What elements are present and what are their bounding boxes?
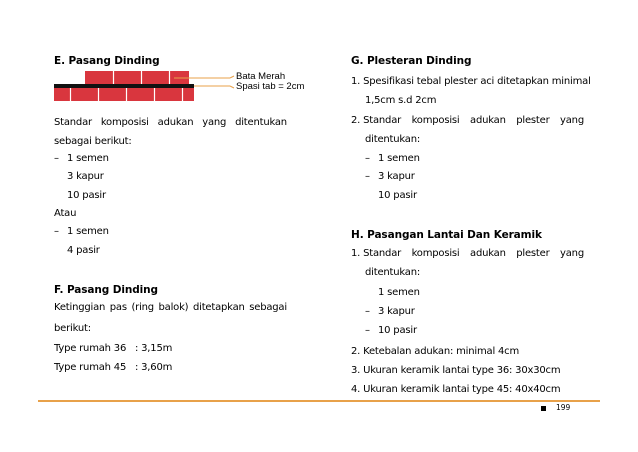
word: yang xyxy=(560,115,584,126)
type-36-label: Type rumah 36 xyxy=(54,343,127,354)
type-45-label: Type rumah 45 xyxy=(54,362,127,373)
mix1-item: 1 semen xyxy=(67,153,109,164)
word: ditetapkan xyxy=(192,302,245,313)
brick xyxy=(182,88,194,101)
h-mix-item: 3 kapur xyxy=(378,306,415,317)
label-spasi-tab: Spasi tab = 2cm xyxy=(236,81,305,92)
word: adukan xyxy=(157,117,194,128)
h-item-2: 2. Ketebalan adukan: minimal 4cm xyxy=(351,346,520,357)
word: (ring xyxy=(131,302,154,313)
footer-rule xyxy=(38,400,600,402)
g-item-2 xyxy=(351,115,584,126)
g-mix-item: 3 kapur xyxy=(378,171,415,182)
brick xyxy=(54,88,71,101)
dash-bullet: – xyxy=(54,226,59,237)
word: Standar xyxy=(54,117,92,128)
mix2-item: 1 semen xyxy=(67,226,109,237)
dash-bullet: – xyxy=(365,306,370,317)
h-item-1-cont: ditentukan: xyxy=(365,267,421,278)
type-45-value: : 3,60m xyxy=(135,362,173,373)
word: balok) xyxy=(158,302,189,313)
label-bata-merah: Bata Merah xyxy=(236,71,286,82)
h-mix-item: 1 semen xyxy=(378,287,420,298)
brick xyxy=(154,88,183,101)
section-f-heading: F. Pasang Dinding xyxy=(54,284,158,296)
g-item-1-cont: 1,5cm s.d 2cm xyxy=(365,95,437,106)
word: yang xyxy=(202,117,227,128)
dash-bullet: – xyxy=(365,153,370,164)
word: 1. Standar xyxy=(351,248,402,259)
dash-bullet: – xyxy=(54,153,59,164)
section-f-paragraph xyxy=(54,302,287,313)
section-e-paragraph xyxy=(54,117,287,128)
brick xyxy=(126,88,155,101)
word: komposisi xyxy=(411,248,460,259)
word: adukan xyxy=(470,115,506,126)
word: sebagai xyxy=(249,302,287,313)
word: ditentukan xyxy=(235,117,287,128)
word: komposisi xyxy=(100,117,149,128)
word: pas xyxy=(109,302,127,313)
g-item-2-cont: ditentukan: xyxy=(365,134,421,145)
brick xyxy=(85,71,114,84)
page-number: 199 xyxy=(556,403,571,412)
brick xyxy=(98,88,127,101)
dash-bullet: – xyxy=(365,325,370,336)
g-mix-item: 1 semen xyxy=(378,153,420,164)
section-h-heading: H. Pasangan Lantai Dan Keramik xyxy=(351,229,542,241)
word: yang xyxy=(560,248,584,259)
type-36-value: : 3,15m xyxy=(135,343,173,354)
word: komposisi xyxy=(411,115,460,126)
mortar-layer xyxy=(54,84,194,88)
page-marker-square xyxy=(541,406,546,411)
dash-bullet: – xyxy=(365,171,370,182)
brick xyxy=(141,71,170,84)
word: adukan xyxy=(470,248,506,259)
mix2-item: 4 pasir xyxy=(67,245,100,256)
section-e-paragraph-cont: sebagai berikut: xyxy=(54,136,132,147)
word: Ketinggian xyxy=(54,302,106,313)
section-f-paragraph-cont: berikut: xyxy=(54,323,91,334)
brick xyxy=(113,71,142,84)
h-item-3: 3. Ukuran keramik lantai type 36: 30x30cm xyxy=(351,365,561,376)
mix1-item: 3 kapur xyxy=(67,171,104,182)
h-item-4: 4. Ukuran keramik lantai type 45: 40x40cm xyxy=(351,384,561,395)
section-e-heading: E. Pasang Dinding xyxy=(54,55,160,67)
word: plester xyxy=(516,115,550,126)
mix1-item: 10 pasir xyxy=(67,190,106,201)
section-g-heading: G. Plesteran Dinding xyxy=(351,55,472,67)
brick xyxy=(70,88,99,101)
atau-text: Atau xyxy=(54,208,77,219)
word: 2. Standar xyxy=(351,115,402,126)
g-mix-item: 10 pasir xyxy=(378,190,417,201)
h-mix-item: 10 pasir xyxy=(378,325,417,336)
h-item-1 xyxy=(351,248,584,259)
g-item-1: 1. Spesifikasi tebal plester aci ditetapkan minimal xyxy=(351,76,591,87)
word: plester xyxy=(516,248,550,259)
